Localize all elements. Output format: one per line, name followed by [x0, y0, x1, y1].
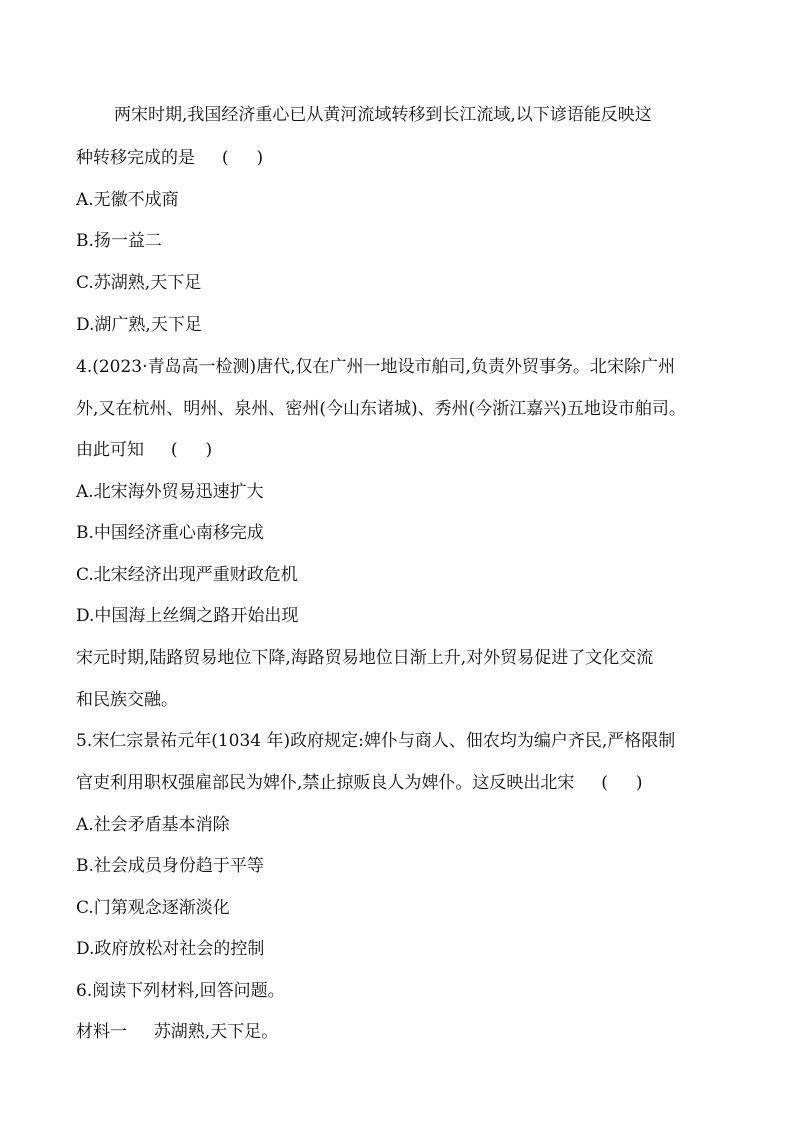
q3-answer-paren-close: )	[256, 148, 264, 168]
q4-option-a: A.北宋海外贸易迅速扩大	[76, 482, 264, 502]
q3-stem-line1: 两宋时期,我国经济重心已从黄河流域转移到长江流域,以下谚语能反映这	[114, 105, 652, 125]
q5-option-d: D.政府放松对社会的控制	[76, 939, 265, 959]
q5-stem-text: 官吏利用职权强雇部民为婢仆,禁止掠贩良人为婢仆。这反映出北宋	[76, 773, 575, 793]
note-line2: 和民族交融。	[76, 690, 178, 710]
q4-answer-paren-close: )	[205, 440, 213, 460]
q3-option-c: C.苏湖熟,天下足	[76, 273, 202, 293]
q4-option-d: D.中国海上丝绸之路开始出现	[76, 606, 299, 626]
q3-stem-text: 种转移完成的是	[76, 148, 195, 168]
q5-option-c: C.门第观念逐渐淡化	[76, 898, 230, 918]
q6-material-text: 苏湖熟,天下足。	[153, 1022, 279, 1042]
q4-option-b: B.中国经济重心南移完成	[76, 523, 264, 543]
q4-stem-line1: 4.(2023·青岛高一检测)唐代,仅在广州一地设市舶司,负责外贸事务。北宋除广州	[76, 357, 675, 377]
q4-answer-paren-open: (	[170, 440, 178, 460]
q3-option-a: A.无徽不成商	[76, 190, 179, 210]
q6-stem: 6.阅读下列材料,回答问题。	[76, 981, 285, 1001]
q4-option-c: C.北宋经济出现严重财政危机	[76, 565, 298, 585]
q6-material-1	[76, 1021, 726, 1043]
q6-material-label: 材料一	[76, 1022, 127, 1042]
q4-stem-line2: 外,又在杭州、明州、泉州、密州(今山东诸城)、秀州(今浙江嘉兴)五地设市舶司。	[76, 399, 686, 419]
q3-option-d: D.湖广熟,天下足	[76, 315, 202, 335]
q5-answer-paren-close: )	[635, 773, 643, 793]
q4-stem-line3	[76, 439, 726, 461]
q3-option-b: B.扬一益二	[76, 231, 162, 251]
q5-answer-paren-open: (	[601, 773, 608, 793]
q4-stem-text: 由此可知	[76, 440, 144, 460]
q5-option-b: B.社会成员身份趋于平等	[76, 856, 264, 876]
q5-option-a: A.社会矛盾基本消除	[76, 815, 230, 835]
q5-stem-line1: 5.宋仁宗景祐元年(1034 年)政府规定:婢仆与商人、佃农均为编户齐民,严格限制	[76, 731, 676, 751]
q3-stem-line2	[76, 147, 726, 169]
q5-stem-line2	[76, 772, 726, 794]
note-line1: 宋元时期,陆路贸易地位下降,海路贸易地位日渐上升,对外贸易促进了文化交流	[76, 648, 654, 668]
q3-answer-paren-open: (	[221, 148, 229, 168]
